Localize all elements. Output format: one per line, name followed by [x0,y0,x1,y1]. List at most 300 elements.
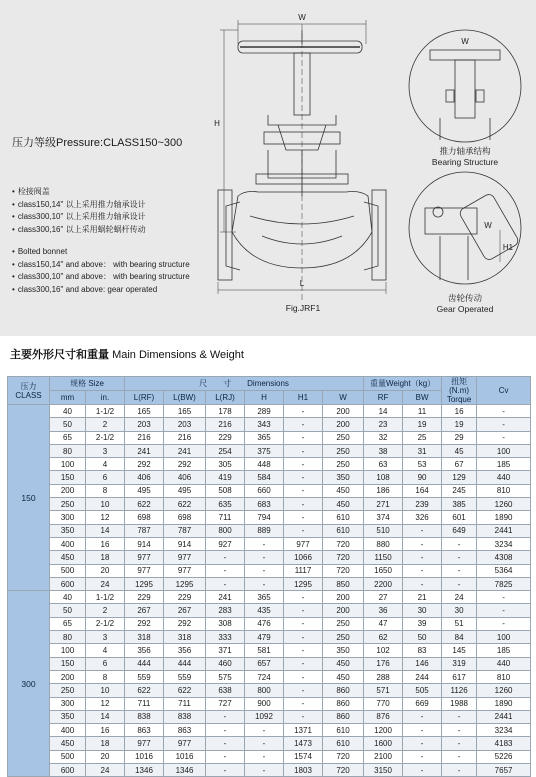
table-cell: 510 [364,524,403,537]
table-cell: 21 [403,591,442,604]
table-cell: - [442,551,477,564]
table-cell: - [284,657,323,670]
table-cell: 3 [86,444,125,457]
table-cell: 2 [86,418,125,431]
table-cell: 476 [245,617,284,630]
table-cell: 559 [125,670,164,683]
table-cell: 6 [86,471,125,484]
table-cell: 610 [323,737,364,750]
table-cell: 720 [323,764,364,777]
table-cell: 176 [364,657,403,670]
table-cell: 5364 [477,564,531,577]
table-cell: 245 [442,484,477,497]
table-cell: - [403,564,442,577]
table-row [8,551,531,564]
table-cell: 385 [442,498,477,511]
table-cell: - [245,750,284,763]
table-cell: 12 [86,697,125,710]
table-row [8,697,531,710]
table-cell: 444 [164,657,206,670]
table-cell: 889 [245,524,284,537]
table-cell: 319 [442,657,477,670]
table-cell: 860 [323,710,364,723]
table-cell: 2441 [477,524,531,537]
table-cell: 84 [442,631,477,644]
table-cell: - [206,764,245,777]
table-row [8,604,531,617]
note-line: • class300,10" 以上采用推力轴承设计 [12,211,190,224]
table-cell: 977 [284,537,323,550]
table-cell: - [245,564,284,577]
table-row [8,670,531,683]
table-cell: 10 [86,498,125,511]
table-cell: 100 [50,644,86,657]
table-cell: - [477,431,531,444]
table-cell: 444 [125,657,164,670]
table-cell: 860 [323,684,364,697]
table-cell: - [284,511,323,524]
drawing-panel [0,0,536,336]
table-cell: - [206,710,245,723]
col-header-h: H [245,391,284,405]
table-cell: - [477,405,531,418]
table-cell: 20 [86,750,125,763]
table-cell: - [442,577,477,590]
table-row [8,471,531,484]
table-cell: 850 [323,577,364,590]
table-cell: 150 [50,657,86,670]
table-cell: 4 [86,458,125,471]
table-cell: 448 [245,458,284,471]
table-cell: - [206,564,245,577]
table-cell: 38 [364,444,403,457]
table-row [8,684,531,697]
table-cell: 2-1/2 [86,431,125,444]
table-cell: 1016 [164,750,206,763]
table-row [8,617,531,630]
table-cell: 45 [442,444,477,457]
table-cell: 600 [50,577,86,590]
table-cell: 440 [477,657,531,670]
table-row [8,764,531,777]
table-row [8,498,531,511]
table-row [8,737,531,750]
table-cell: - [284,471,323,484]
table-cell: 635 [206,498,245,511]
table-cell: 80 [50,444,86,457]
table-cell: 460 [206,657,245,670]
table-cell: 3150 [364,764,403,777]
table-cell: 977 [164,737,206,750]
table-cell: 440 [477,471,531,484]
table-cell: 1650 [364,564,403,577]
table-cell: 200 [323,591,364,604]
table-cell: 1371 [284,724,323,737]
table-cell: 610 [323,724,364,737]
table-cell: 271 [364,498,403,511]
table-cell: 977 [164,564,206,577]
table-cell: 1260 [477,498,531,511]
table-cell: 216 [125,431,164,444]
table-cell: 203 [164,418,206,431]
table-cell: 100 [477,444,531,457]
table-cell: 250 [50,498,86,511]
bearing-caption [420,146,510,168]
table-cell: 292 [164,458,206,471]
table-cell: 16 [442,405,477,418]
table-cell: 30 [403,604,442,617]
table-cell: 711 [125,697,164,710]
table-cell: 186 [364,484,403,497]
table-row [8,418,531,431]
col-header-w: W [323,391,364,405]
table-cell: 5226 [477,750,531,763]
table-cell: 229 [164,591,206,604]
table-cell: - [403,710,442,723]
table-cell: 326 [403,511,442,524]
table-row [8,405,531,418]
note-line: • class300,16" 以上采用蜗轮蜗杆传动 [12,224,190,237]
table-cell: 36 [364,604,403,617]
table-cell: 23 [364,418,403,431]
note-line: • class300,16" and above: gear operated [12,284,190,297]
table-cell: 1-1/2 [86,591,125,604]
table-cell: 500 [50,564,86,577]
table-cell: 720 [323,537,364,550]
table-cell: 24 [86,577,125,590]
note-line: • class150,14" 以上采用推力轴承设计 [12,199,190,212]
table-cell: 8 [86,484,125,497]
table-cell: 350 [50,710,86,723]
table-cell: 927 [206,537,245,550]
table-cell: 200 [50,484,86,497]
table-cell: 27 [364,591,403,604]
table-cell: 250 [323,444,364,457]
table-cell: 350 [323,471,364,484]
table-cell: 229 [206,431,245,444]
col-header-pressure: 压力 CLASS [8,377,50,405]
table-cell: - [206,724,245,737]
table-cell: 241 [206,591,245,604]
table-cell: 2 [86,604,125,617]
table-cell: - [284,684,323,697]
table-cell: 14 [364,405,403,418]
table-cell: 200 [50,670,86,683]
gear-caption [420,293,510,315]
table-cell: 24 [442,591,477,604]
table-cell: 838 [125,710,164,723]
section-title [10,346,244,362]
table-cell: 65 [50,431,86,444]
col-header-l-bw: L(BW) [164,391,206,405]
table-cell: 12 [86,511,125,524]
table-cell: 356 [125,644,164,657]
table-cell: 50 [403,631,442,644]
table-cell: - [284,617,323,630]
table-cell: 1346 [125,764,164,777]
table-cell: 65 [50,617,86,630]
table-cell: - [442,564,477,577]
table-cell: 1473 [284,737,323,750]
pressure-class-label: 压力等级Pressure:CLASS150~300 [12,137,183,149]
table-cell: 450 [323,498,364,511]
table-cell: 63 [364,458,403,471]
table-cell: 83 [403,644,442,657]
table-cell: 241 [125,444,164,457]
table-cell: 1066 [284,551,323,564]
table-cell: 622 [164,498,206,511]
table-cell: - [284,484,323,497]
table-cell: 1803 [284,764,323,777]
table-cell: 787 [125,524,164,537]
col-header-bw: BW [403,391,442,405]
table-cell: 1117 [284,564,323,577]
table-cell: 24 [86,764,125,777]
table-cell: - [245,724,284,737]
table-row [8,431,531,444]
table-cell: 4183 [477,737,531,750]
table-cell: 584 [245,471,284,484]
table-cell: 292 [164,617,206,630]
table-row [8,524,531,537]
table-cell: 720 [323,551,364,564]
table-cell: 660 [245,484,284,497]
table-cell: 649 [442,524,477,537]
table-cell: - [284,631,323,644]
table-cell: 318 [125,631,164,644]
table-cell: 165 [164,405,206,418]
table-row [8,591,531,604]
table-cell: - [477,617,531,630]
table-cell: - [206,577,245,590]
table-cell: 1200 [364,724,403,737]
table-cell: 1260 [477,684,531,697]
table-cell: 1890 [477,697,531,710]
table-cell: - [403,524,442,537]
table-cell: 289 [245,405,284,418]
table-cell: 1600 [364,737,403,750]
table-cell: 100 [477,631,531,644]
table-cell: 250 [50,684,86,697]
col-header-in: in. [86,391,125,405]
table-cell: 406 [125,471,164,484]
table-cell: 724 [245,670,284,683]
gear-caption-zh: 齿轮传动 [447,293,482,303]
table-cell: 350 [50,524,86,537]
table-cell: - [442,724,477,737]
table-cell: - [284,697,323,710]
table-cell: 669 [403,697,442,710]
table-cell: 229 [125,591,164,604]
table-cell: 450 [323,657,364,670]
table-row [8,458,531,471]
table-cell: 200 [323,405,364,418]
table-cell: 343 [245,418,284,431]
note-line: • 栓接阀盖 [12,186,190,199]
table-cell: 250 [323,431,364,444]
table-cell: - [284,431,323,444]
table-cell: 800 [206,524,245,537]
table-cell: - [245,551,284,564]
table-cell: 30 [442,604,477,617]
gear-caption-en: Gear Operated [436,304,494,314]
table-cell: 880 [364,537,403,550]
table-cell: 239 [403,498,442,511]
table-cell: - [206,750,245,763]
dim-h1-label: H1 [502,243,514,252]
table-cell: 165 [125,405,164,418]
table-cell: 39 [403,617,442,630]
table-cell: 435 [245,604,284,617]
table-cell: 8 [86,670,125,683]
table-cell: 129 [442,471,477,484]
table-cell: 62 [364,631,403,644]
table-cell: 3 [86,631,125,644]
col-header-torque: 扭矩(N.m) Torque [442,377,477,405]
dim-w-label: W [298,13,306,22]
table-cell: - [442,764,477,777]
table-cell: 698 [125,511,164,524]
table-cell: 838 [164,710,206,723]
table-cell: 178 [206,405,245,418]
table-cell: 40 [50,591,86,604]
table-cell: 14 [86,710,125,723]
table-cell: 1295 [164,577,206,590]
table-cell: 977 [125,564,164,577]
note-line: • class150,14" and above： with bearing structure [12,259,190,272]
table-cell: 610 [323,511,364,524]
table-cell: - [245,737,284,750]
table-cell: 479 [245,631,284,644]
table-cell: 365 [245,591,284,604]
table-cell: 1092 [245,710,284,723]
table-cell: 203 [125,418,164,431]
table-cell: 7825 [477,577,531,590]
table-cell: 863 [164,724,206,737]
table-cell: 100 [50,458,86,471]
table-cell: 711 [164,697,206,710]
table-cell: - [403,724,442,737]
table-cell: 794 [245,511,284,524]
table-cell: 1346 [164,764,206,777]
table-cell: 308 [206,617,245,630]
table-cell: - [403,551,442,564]
table-cell: 292 [125,617,164,630]
table-cell: 571 [364,684,403,697]
table-cell: - [206,551,245,564]
table-cell: 102 [364,644,403,657]
table-cell: 495 [125,484,164,497]
table-cell: - [245,577,284,590]
section-title-en: Main Dimensions & Weight [112,349,244,361]
table-row [8,484,531,497]
table-row [8,631,531,644]
table-cell: 374 [364,511,403,524]
table-row [8,511,531,524]
table-cell: - [442,737,477,750]
table-cell: 51 [442,617,477,630]
table-row [8,750,531,763]
table-cell: 375 [245,444,284,457]
table-cell: 977 [164,551,206,564]
table-cell: 1150 [364,551,403,564]
table-cell: 698 [164,511,206,524]
section-title-zh: 主要外形尺寸和重量 [10,349,109,361]
table-cell: 300 [50,511,86,524]
table-cell: 914 [125,537,164,550]
table-cell: 80 [50,631,86,644]
table-cell: 810 [477,484,531,497]
table-cell: 14 [86,524,125,537]
table-cell: - [245,537,284,550]
table-cell: 977 [125,737,164,750]
table-cell: 863 [125,724,164,737]
table-cell: 19 [403,418,442,431]
table-cell: 32 [364,431,403,444]
col-header-weight: 重量Weight（kg） [364,377,442,391]
table-cell: 29 [442,431,477,444]
table-cell: 600 [50,764,86,777]
table-cell: 241 [164,444,206,457]
table-cell: - [284,591,323,604]
table-cell: - [284,458,323,471]
table-cell: 50 [50,604,86,617]
table-cell: 1295 [125,577,164,590]
table-cell: 720 [323,750,364,763]
bearing-caption-zh: 推力轴承结构 [439,146,491,156]
table-cell: 350 [323,644,364,657]
table-cell: 977 [125,551,164,564]
table-cell: 860 [323,697,364,710]
table-cell: 450 [50,551,86,564]
table-cell: 40 [50,405,86,418]
fig-label: Fig.JRF1 [285,303,321,313]
table-cell: 508 [206,484,245,497]
table-cell: 727 [206,697,245,710]
table-cell: 683 [245,498,284,511]
table-row [8,537,531,550]
table-cell: 3234 [477,537,531,550]
table-cell: - [442,537,477,550]
table-cell: 254 [206,444,245,457]
table-cell: - [284,644,323,657]
col-header-size: 规格 Size [50,377,125,391]
table-cell: - [245,764,284,777]
table-cell: 365 [245,431,284,444]
table-cell: 622 [164,684,206,697]
table-cell: 216 [164,431,206,444]
table-cell: 371 [206,644,245,657]
table-cell: 1016 [125,750,164,763]
col-header-l-rf: L(RF) [125,391,164,405]
dim-w-bearing-label: W [461,37,469,46]
table-cell: - [284,405,323,418]
table-cell: 900 [245,697,284,710]
note-line: • class300,10" and above： with bearing structure [12,271,190,284]
col-header-mm: mm [50,391,86,405]
col-header-h1: H1 [284,391,323,405]
bearing-caption-en: Bearing Structure [431,157,499,167]
table-cell: 150 [50,471,86,484]
table-cell: - [284,418,323,431]
table-cell: 914 [164,537,206,550]
table-row [8,724,531,737]
table-cell: - [284,670,323,683]
table-cell: 1988 [442,697,477,710]
table-cell: - [403,764,442,777]
table-cell: 67 [442,458,477,471]
table-cell: 10 [86,684,125,697]
